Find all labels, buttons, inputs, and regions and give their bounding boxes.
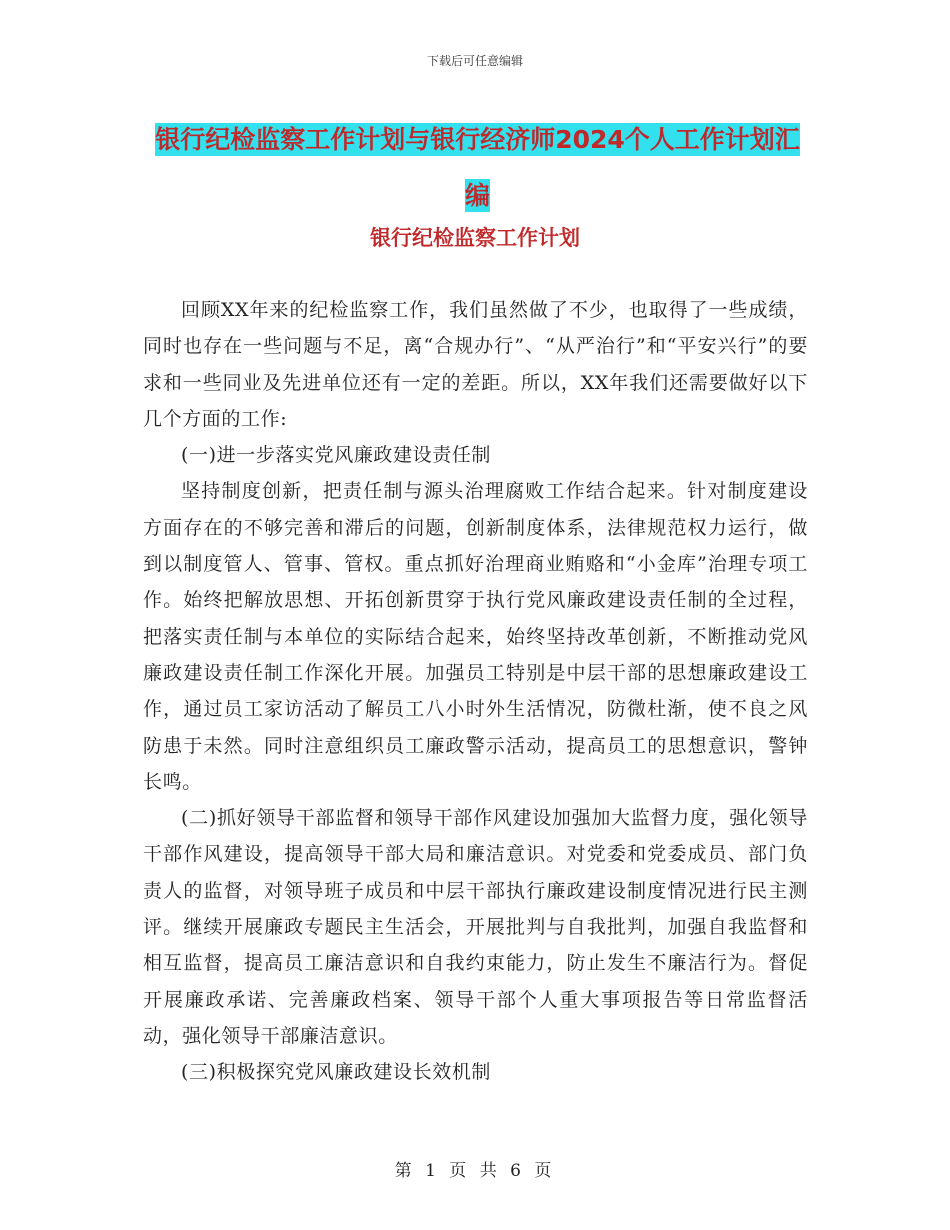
header-note: 下载后可任意编辑 — [426, 54, 523, 68]
document-body — [143, 292, 808, 1091]
document-title — [145, 112, 810, 224]
page-footer: 第 1 页 共 6 页 — [394, 1161, 556, 1181]
section-title: 银行纪检监察工作计划 — [370, 226, 580, 250]
subheading: (三)积极探究党风廉政建设长效机制 — [181, 1061, 492, 1084]
paragraph: 坚持制度创新，把责任制与源头治理腐败工作结合起来。针对制度建设方面存在的不够完善和滞后的问题，创新制度体系，法律规范权力运行，做到以制度管人、管事、管权。重点抓好治理商业贿赂和“小金库”治理专项工作。始终把解放思想、开拓创新贯穿于执行党风廉政建设责任制的全过程，把落实责任制与本单位的实际结合起来，始终坚持改革创新，不断推动党风廉政建设责任制工作深化开展。加强员工特别是中层干部的思想廉政建设工作，通过员工家访活动了解员工八小时外生活情况，防微杜渐，使不良之风防患于未然。同时注意组织员工廉政警示活动，提高员工的思想意识，警钟长鸣。 — [143, 480, 808, 793]
paragraph: 回顾XX年来的纪检监察工作，我们虽然做了不少，也取得了一些成绩，同时也存在一些问题与不足，离“合规办行”、“从严治行”和“平安兴行”的要求和一些同业及先进单位还有一定的差距。所以，XX年我们还需要做好以下几个方面的工作: — [143, 299, 808, 430]
document-title-text: 银行纪检监察工作计划与银行经济师2024个人工作计划汇编 — [155, 125, 800, 210]
paragraph: (二)抓好领导干部监督和领导干部作风建设加强加大监督力度，强化领导干部作风建设，提高领导干部大局和廉洁意识。对党委和党委成员、部门负责人的监督，对领导班子成员和中层干部执行廉政建设制度情况进行民主测评。继续开展廉政专题民主生活会，开展批判与自我批判，加强自我监督和相互监督，提高员工廉洁意识和自我约束能力，防止发生不廉洁行为。督促开展廉政承诺、完善廉政档案、领导干部个人重大事项报告等日常监督活动，强化领导干部廉洁意识。 — [143, 807, 808, 1047]
subheading: (一)进一步落实党风廉政建设责任制 — [181, 444, 492, 467]
